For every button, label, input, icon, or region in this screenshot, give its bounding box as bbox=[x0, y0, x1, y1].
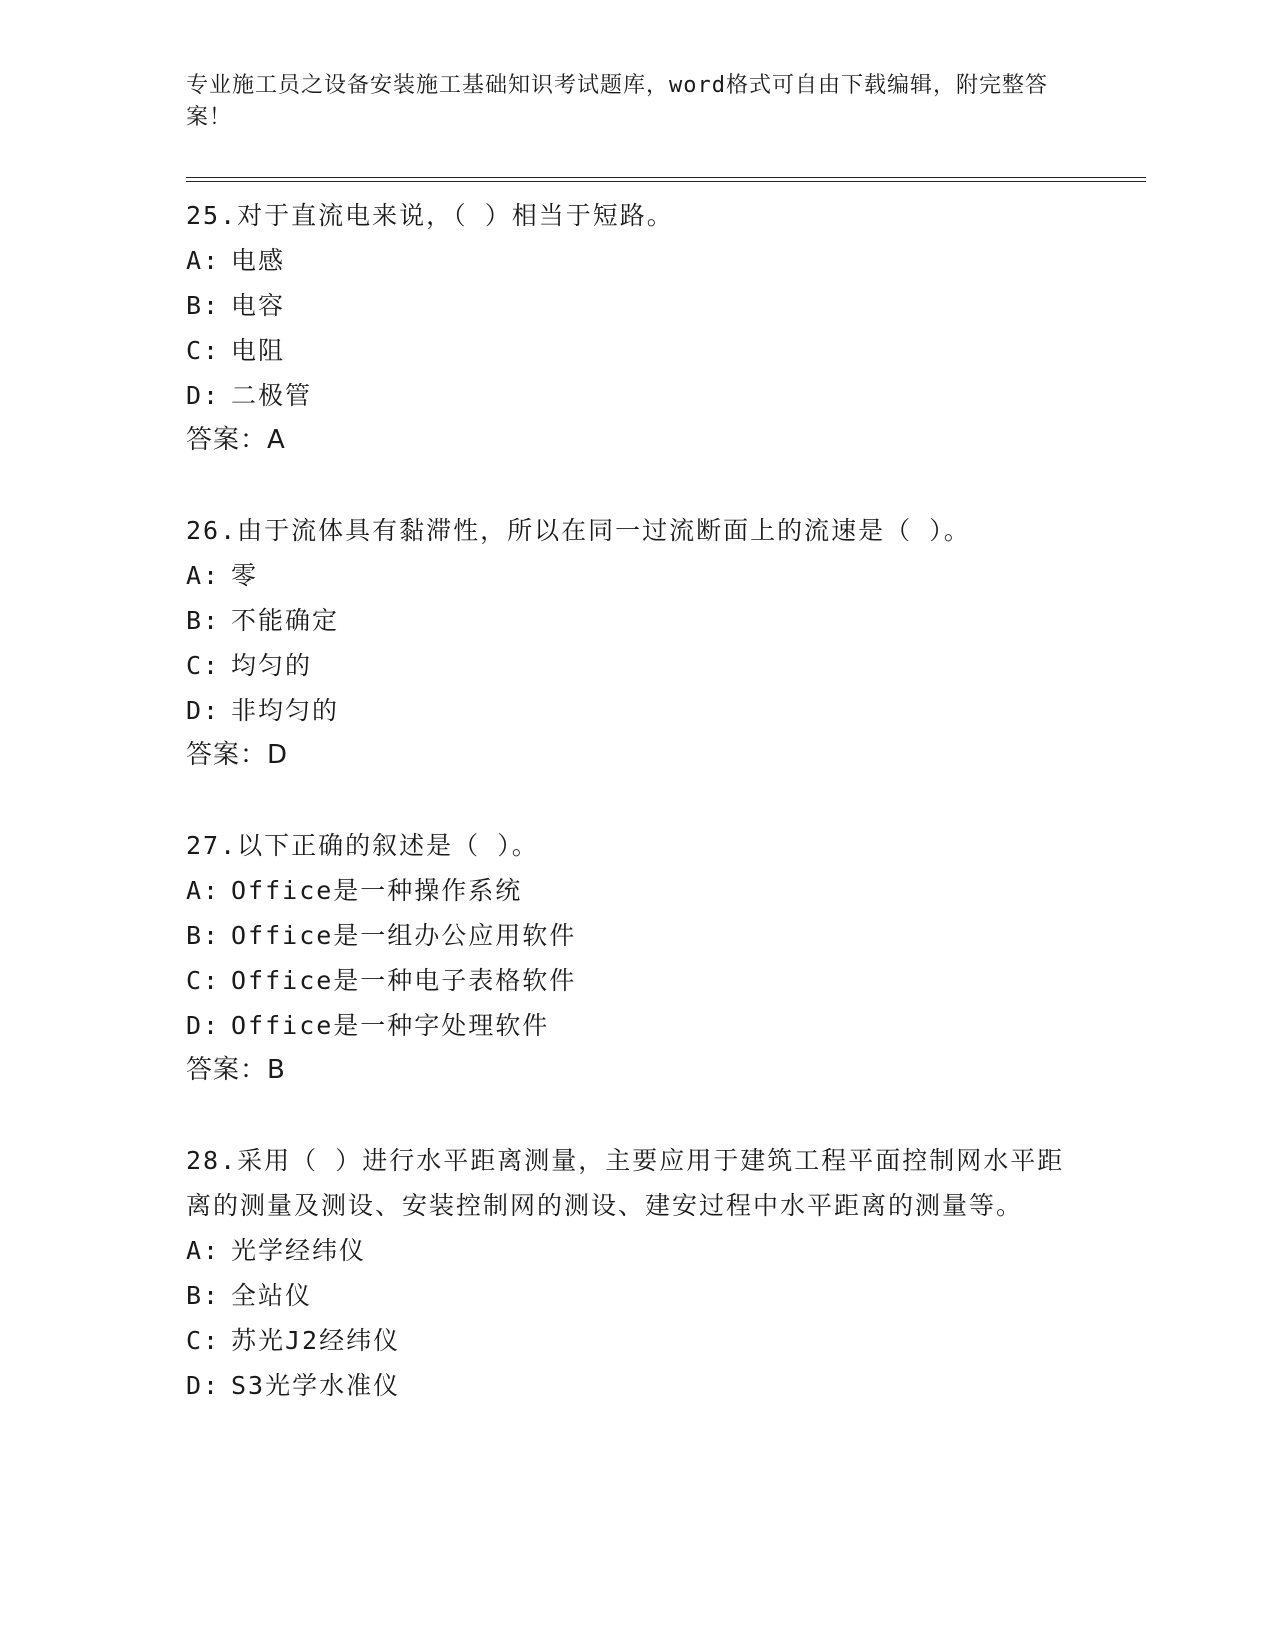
option-letter: C: bbox=[186, 1326, 221, 1355]
option-text: Office是一组办公应用软件 bbox=[231, 921, 577, 950]
question-27 bbox=[186, 823, 1066, 1093]
question-26 bbox=[186, 508, 1066, 778]
option-letter: C: bbox=[186, 966, 221, 995]
option-b bbox=[186, 913, 1066, 958]
answer-line: 答案：D bbox=[186, 740, 289, 770]
option-letter: B: bbox=[186, 1281, 221, 1310]
option-text: 光学经纬仪 bbox=[231, 1236, 367, 1265]
option-letter: D: bbox=[186, 1371, 221, 1400]
option-d bbox=[186, 1003, 1066, 1048]
option-letter: B: bbox=[186, 291, 221, 320]
option-letter: B: bbox=[186, 606, 221, 635]
option-c bbox=[186, 643, 1066, 688]
option-text: S3光学水准仪 bbox=[231, 1371, 401, 1400]
option-d bbox=[186, 1363, 1066, 1408]
option-b bbox=[186, 598, 1066, 643]
option-b bbox=[186, 283, 1066, 328]
option-text: 非均匀的 bbox=[231, 696, 340, 725]
option-text: Office是一种电子表格软件 bbox=[231, 966, 577, 995]
option-letter: A: bbox=[186, 246, 221, 275]
answer-line: 答案：A bbox=[186, 425, 286, 455]
question-28 bbox=[186, 1138, 1066, 1408]
option-text: 不能确定 bbox=[231, 606, 340, 635]
answer-line: 答案：B bbox=[186, 1055, 286, 1085]
question-stem: 28.采用（ ）进行水平距离测量，主要应用于建筑工程平面控制网水平距离的测量及测设、安装控制网的测设、建安过程中水平距离的测量等。 bbox=[186, 1146, 1065, 1220]
option-c bbox=[186, 1318, 1066, 1363]
option-text: Office是一种操作系统 bbox=[231, 876, 523, 905]
question-stem: 27.以下正确的叙述是（ ）。 bbox=[186, 831, 539, 860]
option-d bbox=[186, 373, 1066, 418]
option-letter: C: bbox=[186, 651, 221, 680]
option-d bbox=[186, 688, 1066, 733]
option-text: 二极管 bbox=[231, 381, 313, 410]
option-a bbox=[186, 553, 1066, 598]
option-text: 全站仪 bbox=[231, 1281, 313, 1310]
header-divider bbox=[186, 177, 1146, 182]
question-stem: 25.对于直流电来说，（ ）相当于短路。 bbox=[186, 201, 674, 230]
option-letter: A: bbox=[186, 876, 221, 905]
option-text: 零 bbox=[231, 561, 259, 590]
option-letter: D: bbox=[186, 696, 221, 725]
option-text: 苏光J2经纬仪 bbox=[231, 1326, 401, 1355]
option-a bbox=[186, 1228, 1066, 1273]
option-text: 电容 bbox=[231, 291, 286, 320]
option-letter: D: bbox=[186, 381, 221, 410]
option-letter: A: bbox=[186, 1236, 221, 1265]
document-header: 专业施工员之设备安装施工基础知识考试题库，word格式可自由下载编辑，附完整答案！ bbox=[186, 73, 1048, 130]
option-text: 电感 bbox=[231, 246, 286, 275]
option-c bbox=[186, 328, 1066, 373]
question-25 bbox=[186, 193, 1066, 463]
option-text: 均匀的 bbox=[231, 651, 313, 680]
option-letter: C: bbox=[186, 336, 221, 365]
option-text: 电阻 bbox=[231, 336, 286, 365]
option-b bbox=[186, 1273, 1066, 1318]
option-text: Office是一种字处理软件 bbox=[231, 1011, 550, 1040]
option-a bbox=[186, 238, 1066, 283]
question-stem: 26.由于流体具有黏滞性，所以在同一过流断面上的流速是（ ）。 bbox=[186, 516, 971, 545]
option-letter: D: bbox=[186, 1011, 221, 1040]
option-a bbox=[186, 868, 1066, 913]
option-c bbox=[186, 958, 1066, 1003]
option-letter: A: bbox=[186, 561, 221, 590]
option-letter: B: bbox=[186, 921, 221, 950]
